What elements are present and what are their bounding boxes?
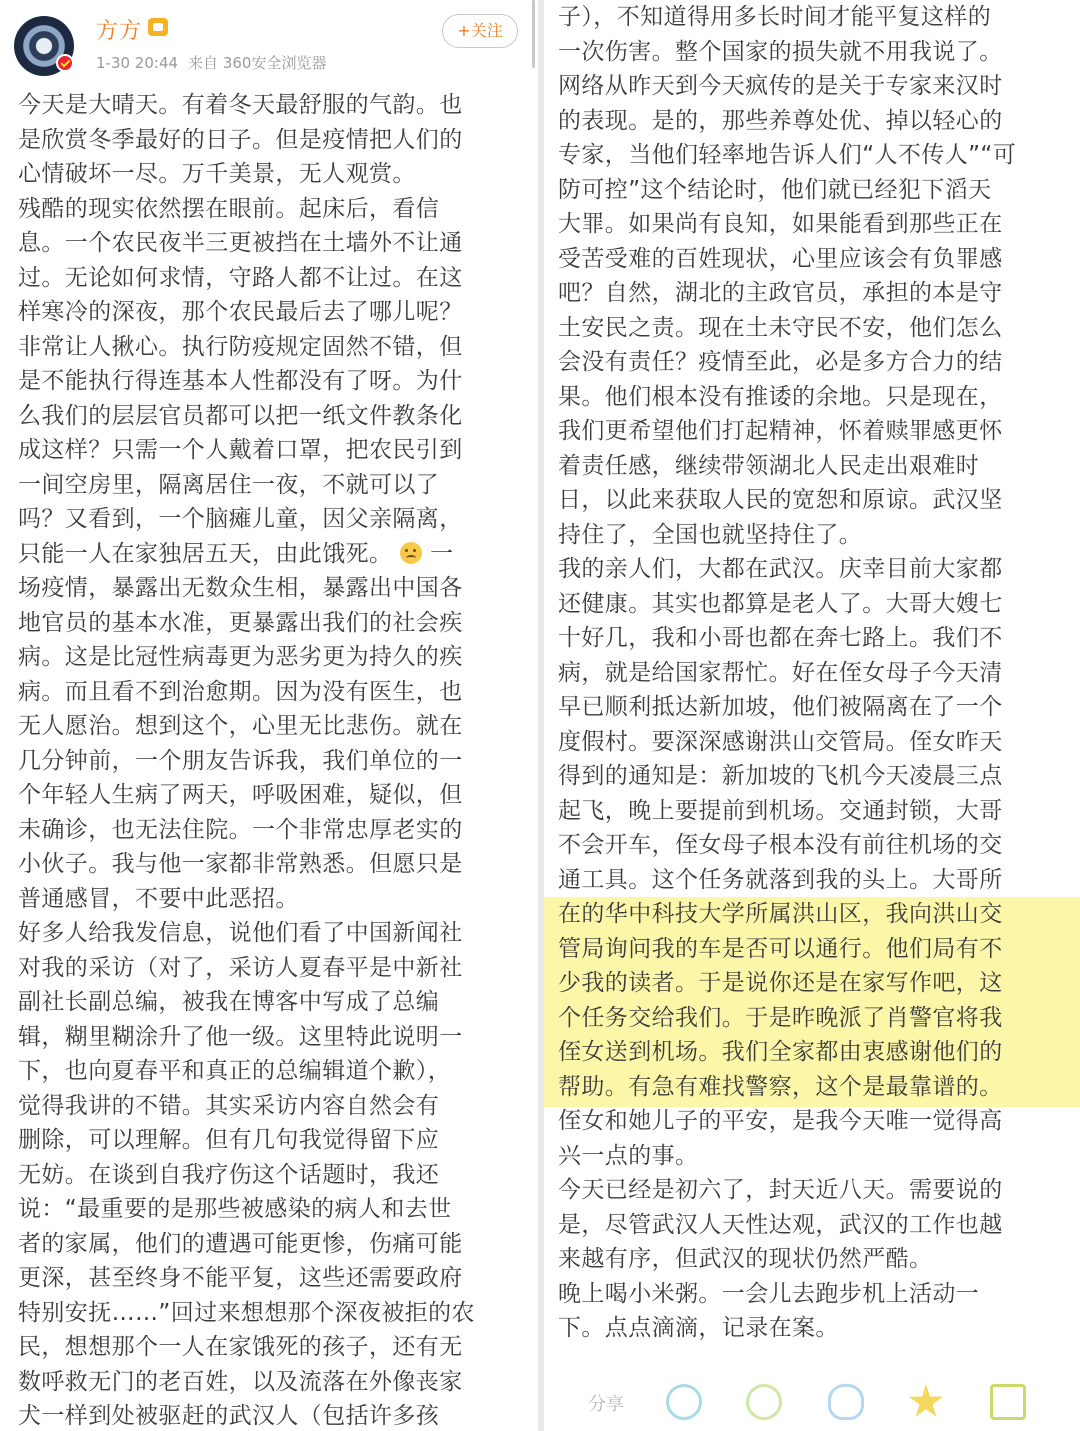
text-line <box>558 1277 1016 1312</box>
post-time: 1-30 20:44 <box>96 54 179 72</box>
text-line <box>558 311 1016 346</box>
text-line-content: 场疫情，暴露出无数众生相，暴露出中国各 <box>18 575 463 601</box>
text-line-content: 么我们的层层官员都可以把一纸文件教条化 <box>18 402 463 429</box>
text-line <box>558 1001 1016 1036</box>
text-line <box>558 449 1016 484</box>
text-line-content: 个任务交给我们。于是昨晚派了肖警官将我 <box>558 1004 1003 1031</box>
text-line-content: 今天已经是初六了，封天近八天。需要说的 <box>558 1177 1003 1203</box>
text-line-content: 小伙子。我与他一家都非常熟悉。但愿只是 <box>18 851 463 877</box>
text-line <box>558 138 1016 173</box>
text-line <box>18 1089 475 1124</box>
text-line-content: 只能一人在家独居五天，由此饿死。 <box>18 540 393 567</box>
right-post-text <box>558 0 1016 1346</box>
text-line-content: 无妨。在谈到自我疗伤这个话题时，我还 <box>18 1161 440 1188</box>
text-line <box>558 690 1016 725</box>
text-line <box>18 88 475 123</box>
text-line-content: 成这样？只需一个人戴着口罩，把农民引到 <box>18 437 463 463</box>
text-line-content: 帮助。有急有难找警察，这个是最靠谱的。 <box>558 1073 1003 1100</box>
text-line-content: 起飞，晚上要提前到机场。交通封锁，大哥 <box>558 797 1003 824</box>
text-line <box>558 656 1016 691</box>
text-line <box>18 1261 475 1296</box>
text-line <box>18 1054 475 1089</box>
text-line <box>558 1208 1016 1243</box>
text-line-content: 我们更希望他们打起精神，怀着赎罪感更怀 <box>558 418 1003 444</box>
share-label: 分享 <box>588 1394 624 1415</box>
text-line <box>558 863 1016 898</box>
text-line-content: 专家，当他们轻率地告诉人们“人不传人”“可 <box>558 142 1017 168</box>
share-bar <box>544 1378 1080 1428</box>
text-line-content: 早已顺利抵达新加坡，他们被隔离在了一个 <box>558 694 1003 720</box>
text-line <box>18 813 475 848</box>
text-line-content: 还健康。其实也都算是老人了。大哥大嫂七 <box>558 590 1003 617</box>
text-line <box>558 483 1016 518</box>
text-line-tail: 一 <box>430 540 454 567</box>
text-line <box>558 1070 1016 1105</box>
text-line <box>18 1365 475 1400</box>
text-line <box>18 1227 475 1262</box>
wechat-icon[interactable] <box>666 1384 702 1420</box>
text-line <box>18 192 475 227</box>
text-line <box>18 226 475 261</box>
text-line <box>18 1399 475 1431</box>
text-line <box>18 502 475 537</box>
text-line-content: 吧？自然，湖北的主政官员，承担的本是守 <box>558 280 1003 306</box>
text-line-content: 过。无论如何求情，守路人都不让过。在这 <box>18 264 463 291</box>
text-line-content: 晚上喝小米粥。一会儿去跑步机上活动一 <box>558 1280 980 1307</box>
text-line <box>18 1192 475 1227</box>
text-line <box>18 261 475 296</box>
text-line <box>558 552 1016 587</box>
text-line-content: 者的家属，他们的遭遇可能更惨，伤痛可能 <box>18 1230 463 1257</box>
text-line-content: 心情破坏一尽。万千美景，无人观赏。 <box>18 161 416 187</box>
text-line <box>18 364 475 399</box>
text-line <box>558 794 1016 829</box>
text-line <box>18 399 475 434</box>
text-line-content: 侄女和她儿子的平安，是我今天唯一觉得高 <box>558 1108 1003 1134</box>
text-line <box>18 985 475 1020</box>
text-line <box>18 330 475 365</box>
text-line <box>558 1311 1016 1346</box>
qq-icon[interactable] <box>828 1384 864 1420</box>
text-line-content: 侄女送到机场。我们全家都由衷感谢他们的 <box>558 1039 1003 1065</box>
text-line-content: 是不能执行得连基本人性都没有了呀。为什 <box>18 368 463 394</box>
text-line <box>558 518 1016 553</box>
text-line <box>18 433 475 468</box>
left-post-text <box>18 88 475 1431</box>
crying-emoji-icon <box>400 542 422 564</box>
text-line-content: 今天是大晴天。有着冬天最舒服的气韵。也 <box>18 92 463 118</box>
text-line-content: 样寒冷的深夜，那个农民最后去了哪儿呢？ <box>18 299 463 325</box>
verified-badge-icon <box>56 54 74 72</box>
text-line-content: 无人愿治。想到这个，心里无比悲伤。就在 <box>18 713 463 739</box>
text-line-content: 辑，糊里糊涂升了他一级。这里特此说明一 <box>18 1023 463 1050</box>
text-line-content: 通工具。这个任务就落到我的头上。大哥所 <box>558 866 1003 893</box>
text-line <box>558 1139 1016 1174</box>
post-source: 来自 360安全浏览器 <box>188 54 327 72</box>
weibo-icon[interactable] <box>990 1384 1026 1420</box>
text-line-content: 觉得我讲的不错。其实采访内容自然会有 <box>18 1092 440 1119</box>
text-line-content: 得到的通知是：新加坡的飞机今天凌晨三点 <box>558 763 1003 789</box>
text-line-content: 在的华中科技大学所属洪山区，我向洪山交 <box>558 901 1003 927</box>
text-line <box>558 207 1016 242</box>
text-line <box>18 1330 475 1365</box>
left-post-panel <box>0 0 538 1431</box>
text-line <box>558 1242 1016 1277</box>
text-line <box>18 123 475 158</box>
text-line-content: 对我的采访（对了，采访人夏春平是中新社 <box>18 954 463 981</box>
text-line-content: 着责任感，继续带领湖北人民走出艰难时 <box>558 452 980 479</box>
text-line <box>558 828 1016 863</box>
text-line-content: 删除，可以理解。但有几句我觉得留下应 <box>18 1127 440 1153</box>
text-line <box>18 571 475 606</box>
text-line-content: 说：“最重要的是那些被感染的病人和去世 <box>18 1196 452 1222</box>
text-line <box>18 1158 475 1193</box>
text-line-content: 息。一个农民夜半三更被挡在土墙外不让通 <box>18 230 463 256</box>
text-line <box>558 380 1016 415</box>
text-line <box>558 759 1016 794</box>
text-line <box>558 414 1016 449</box>
text-line <box>558 345 1016 380</box>
text-line-content: 好多人给我发信息，说他们看了中国新闻社 <box>18 920 463 946</box>
username[interactable]: 方方 <box>96 19 143 44</box>
text-line-content: 个年轻人生病了两天，呼吸困难，疑似，但 <box>18 782 463 808</box>
text-line <box>18 1296 475 1331</box>
text-line <box>18 295 475 330</box>
text-line <box>558 932 1016 967</box>
text-line-content: 土安民之责。现在土未守民不安，他们怎么 <box>558 314 1003 341</box>
text-line-content: 非常让人揪心。执行防疫规定固然不错，但 <box>18 333 463 360</box>
text-line <box>558 0 1016 35</box>
text-line <box>558 104 1016 139</box>
text-line <box>18 744 475 779</box>
text-line-content: 受苦受难的百姓现状，心里应该会有负罪感 <box>558 245 1003 272</box>
text-line <box>558 1035 1016 1070</box>
text-line <box>558 897 1016 932</box>
follow-button[interactable]: +关注 <box>442 14 518 48</box>
text-line <box>18 640 475 675</box>
text-line-content: 犬一样到处被驱赶的武汉人（包括许多孩 <box>18 1403 440 1429</box>
text-line-content: 子），不知道得用多长时间才能平复这样的 <box>558 4 992 30</box>
text-line <box>18 847 475 882</box>
text-line <box>18 157 475 192</box>
vip-badge-icon <box>148 18 168 36</box>
right-post-panel <box>544 0 1080 1431</box>
text-line-content: 的表现。是的，那些养尊处优、掉以轻心的 <box>558 107 1003 134</box>
text-line <box>558 1173 1016 1208</box>
text-line <box>558 621 1016 656</box>
text-line <box>18 606 475 641</box>
text-line-content: 民，想想那个一人在家饿死的孩子，还有无 <box>18 1334 463 1360</box>
text-line-content: 吗？又看到，一个脑瘫儿童，因父亲隔离， <box>18 506 463 532</box>
text-line-content: 不会开车，侄女母子根本没有前往机场的交 <box>558 832 1003 858</box>
text-line-content: 未确诊，也无法住院。一个非常忠厚老实的 <box>18 816 463 843</box>
text-line <box>18 882 475 917</box>
text-line-content: 下。点点滴滴，记录在案。 <box>558 1315 839 1341</box>
text-line-content: 果。他们根本没有推诿的余地。只是现在， <box>558 383 1003 410</box>
text-line-content: 副社长副总编，被我在博客中写成了总编 <box>18 989 440 1015</box>
text-line-content: 几分钟前，一个朋友告诉我，我们单位的一 <box>18 747 463 774</box>
text-line <box>18 1020 475 1055</box>
text-line <box>558 587 1016 622</box>
text-line-content: 病。而且看不到治愈期。因为没有医生，也 <box>18 678 463 705</box>
qzone-icon[interactable] <box>908 1384 944 1420</box>
text-line <box>18 537 475 572</box>
text-line-content: 大罪。如果尚有良知，如果能看到那些正在 <box>558 211 1003 237</box>
text-line-content: 十好几，我和小哥也都在奔七路上。我们不 <box>558 625 1003 651</box>
text-line <box>558 276 1016 311</box>
text-line <box>18 709 475 744</box>
text-line-content: 持住了，全国也就坚持住了。 <box>558 521 863 548</box>
text-line <box>18 916 475 951</box>
text-line <box>558 1104 1016 1139</box>
text-line-content: 残酷的现实依然摆在眼前。起床后，看信 <box>18 195 440 222</box>
text-line-content: 一间空房里，隔离居住一夜，不就可以了 <box>18 471 440 498</box>
text-line-content: 一次伤害。整个国家的损失就不用我说了。 <box>558 38 1003 65</box>
text-line-content: 网络从昨天到今天疯传的是关于专家来汉时 <box>558 73 1003 99</box>
text-line-content: 来越有序，但武汉的现状仍然严酷。 <box>558 1246 933 1272</box>
scrollbar[interactable] <box>532 0 535 68</box>
text-line <box>558 725 1016 760</box>
text-line <box>18 778 475 813</box>
text-line <box>18 468 475 503</box>
text-line <box>18 1123 475 1158</box>
text-line-content: 是，尽管武汉人天性达观，武汉的工作也越 <box>558 1211 1003 1238</box>
text-line-content: 数呼救无门的老百姓，以及流落在外像丧家 <box>18 1368 463 1395</box>
text-line-content: 特别安抚……”回过来想想那个深夜被拒的农 <box>18 1299 475 1326</box>
text-line <box>558 966 1016 1001</box>
text-line-content: 更深，甚至终身不能平复，这些还需要政府 <box>18 1265 463 1291</box>
text-line-content: 会没有责任？疫情至此，必是多方合力的结 <box>558 349 1003 375</box>
text-line-content: 病，就是给国家帮忙。好在侄女母子今天清 <box>558 659 1003 686</box>
text-line-content: 是欣赏冬季最好的日子。但是疫情把人们的 <box>18 126 463 153</box>
text-line-content: 少我的读者。于是说你还是在家写作吧，这 <box>558 970 1003 996</box>
text-line-content: 普通感冒，不要中此恶招。 <box>18 885 299 912</box>
text-line-content: 度假村。要深深感谢洪山交管局。侄女昨天 <box>558 728 1003 755</box>
text-line <box>18 675 475 710</box>
text-line-content: 管局询问我的车是否可以通行。他们局有不 <box>558 935 1003 962</box>
moments-icon[interactable] <box>746 1384 782 1420</box>
post-meta <box>96 52 326 73</box>
text-line <box>558 173 1016 208</box>
text-line-content: 地官员的基本水准，更暴露出我们的社会疾 <box>18 609 463 636</box>
text-line <box>558 35 1016 70</box>
text-line <box>558 69 1016 104</box>
text-line-content: 我的亲人们，大都在武汉。庆幸目前大家都 <box>558 556 1003 582</box>
text-line-content: 防可控”这个结论时，他们就已经犯下滔天 <box>558 176 992 203</box>
text-line <box>558 242 1016 277</box>
text-line <box>18 951 475 986</box>
text-line-content: 日，以此来获取人民的宽恕和原谅。武汉坚 <box>558 487 1003 513</box>
text-line-content: 病。这是比冠性病毒更为恶劣更为持久的疾 <box>18 644 463 670</box>
text-line-content: 兴一点的事。 <box>558 1142 699 1169</box>
text-line-content: 下，也向夏春平和真正的总编辑道个歉）， <box>18 1058 452 1084</box>
